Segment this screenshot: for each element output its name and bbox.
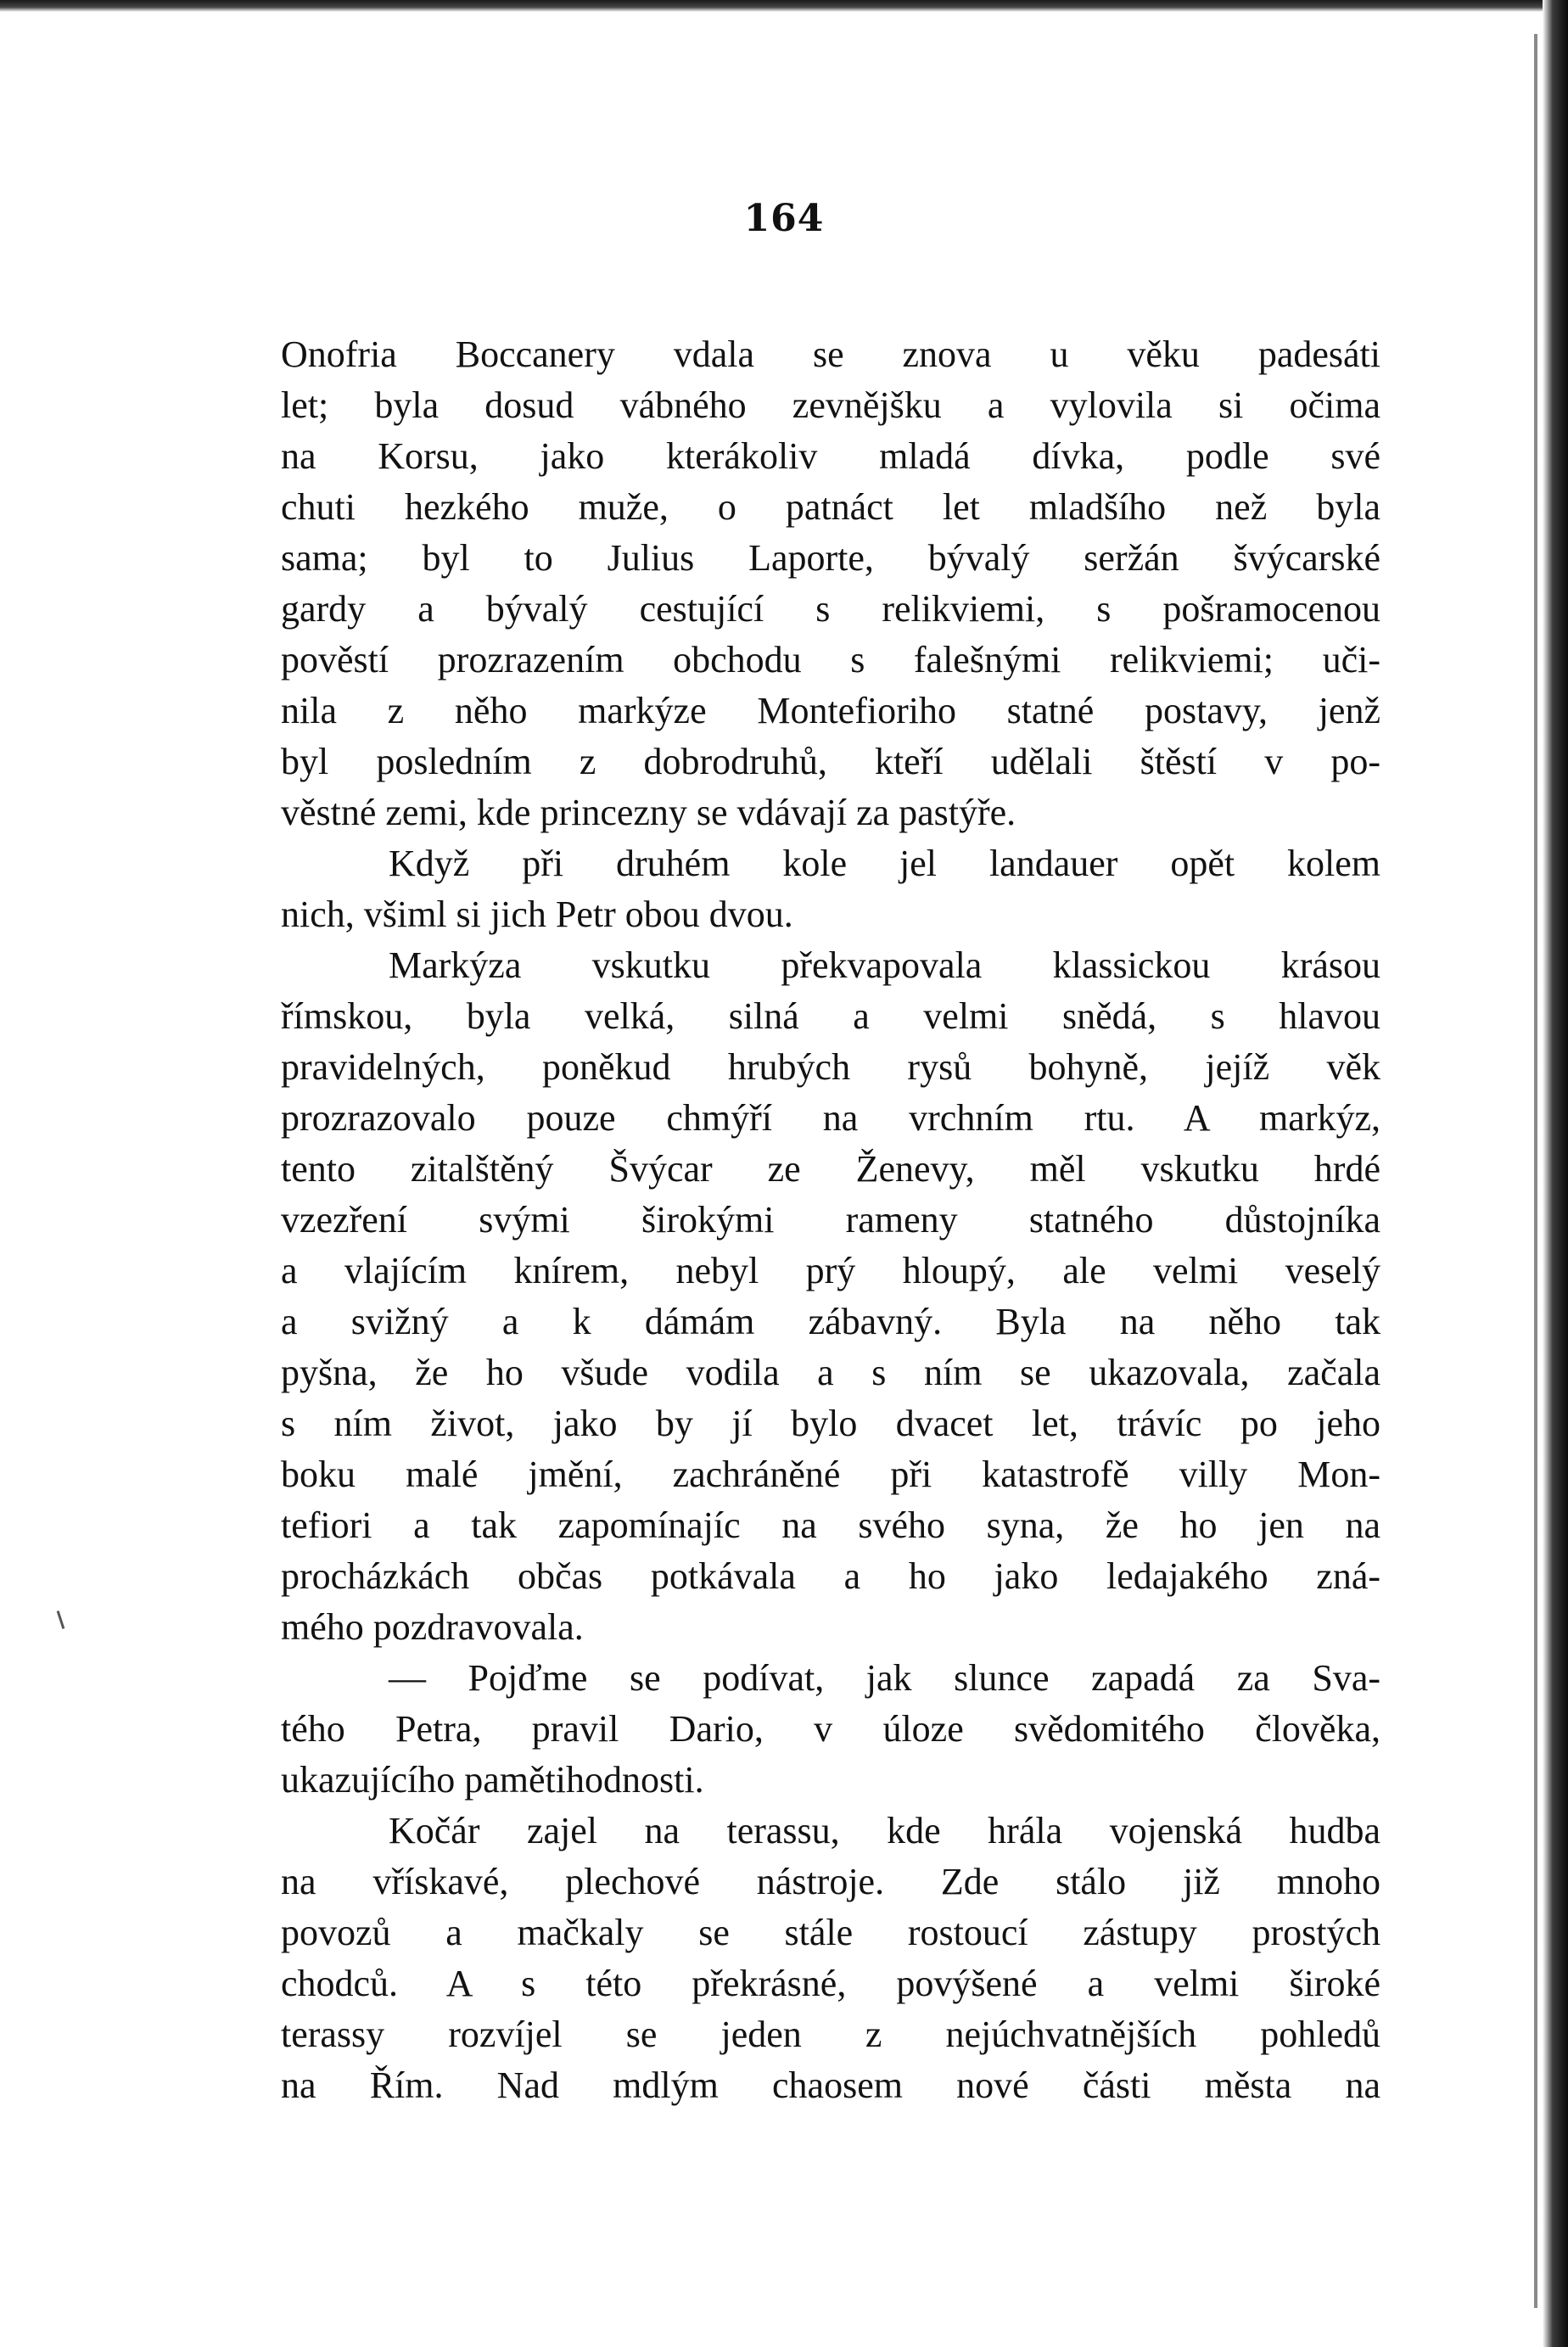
text-line: gardy a bývalý cestující s relikviemi, s pošramocenou xyxy=(281,588,1380,630)
text-line: tefiori a tak zapomínajíc na svého syna, že ho jen na xyxy=(281,1504,1380,1546)
text-line: pověstí prozrazením obchodu s falešnými relikviemi; uči- xyxy=(281,639,1380,681)
text-line: — Pojďme se podívat, jak slunce zapadá za Sva- xyxy=(389,1657,1380,1699)
text-line: nich, všiml si jich Petr obou dvou. xyxy=(281,893,793,935)
text-line: boku malé jmění, zachráněné při katastrofě villy Mon- xyxy=(281,1454,1380,1495)
text-line: tento zitalštěný Švýcar ze Ženevy, měl vskutku hrdé xyxy=(281,1148,1380,1190)
scan-right-shadow xyxy=(1534,34,1537,2308)
text-line: vzezření svými širokými rameny statného důstojníka xyxy=(281,1199,1380,1241)
scan-top-edge xyxy=(0,0,1568,12)
text-line: procházkách občas potkávala a ho jako ledajakého zná- xyxy=(281,1555,1380,1597)
text-line: na Korsu, jako kterákoliv mladá dívka, podle své xyxy=(281,435,1380,477)
text-line: sama; byl to Julius Laporte, bývalý seržán švýcarské xyxy=(281,537,1380,579)
text-line: povozů a mačkaly se stále rostoucí zástupy prostých xyxy=(281,1912,1380,1953)
text-line: ukazujícího pamětihodnosti. xyxy=(281,1759,704,1801)
text-line: Markýza vskutku překvapovala klassickou krásou xyxy=(389,944,1380,986)
text-line: římskou, byla velká, silná a velmi snědá, s hlavou xyxy=(281,995,1380,1037)
text-line: Když při druhém kole jel landauer opět kolem xyxy=(389,843,1380,884)
text-line: chodců. A s této překrásné, povýšené a velmi široké xyxy=(281,1963,1380,2004)
text-line: tého Petra, pravil Dario, v úloze svědomitého člověka, xyxy=(281,1708,1380,1750)
text-line: a svižný a k dámám zábavný. Byla na něho tak xyxy=(281,1301,1380,1342)
text-line: s ním život, jako by jí bylo dvacet let, trávíc po jeho xyxy=(281,1403,1380,1444)
page-number: 164 xyxy=(743,197,825,240)
text-line: prozrazovalo pouze chmýří na vrchním rtu. A markýz, xyxy=(281,1097,1380,1139)
text-line: Kočár zajel na terassu, kde hrála vojenská hudba xyxy=(389,1810,1380,1851)
text-line: a vlajícím knírem, nebyl prý hloupý, ale velmi veselý xyxy=(281,1250,1380,1291)
text-line: terassy rozvíjel se jeden z nejúchvatnějších pohledů xyxy=(281,2014,1380,2055)
text-line: na vřískavé, plechové nástroje. Zde stálo již mnoho xyxy=(281,1861,1380,1902)
text-line: pyšna, že ho všude vodila a s ním se ukazovala, začala xyxy=(281,1352,1380,1393)
margin-mark xyxy=(57,1610,65,1629)
text-line: pravidelných, poněkud hrubých rysů bohyně, jejíž věk xyxy=(281,1046,1380,1088)
text-line: na Řím. Nad mdlým chaosem nové části města na xyxy=(281,2064,1380,2106)
text-line: mého pozdravovala. xyxy=(281,1606,584,1648)
text-line: věstné zemi, kde princezny se vdávají za pastýře. xyxy=(281,792,1016,833)
text-line: byl posledním z dobrodruhů, kteří udělali štěstí v po- xyxy=(281,741,1380,782)
body-text xyxy=(281,329,1380,2111)
text-line: chuti hezkého muže, o patnáct let mladšího než byla xyxy=(281,486,1380,528)
text-line: let; byla dosud vábného zevnějšku a vylovila si očima xyxy=(281,384,1380,426)
text-line: Onofria Boccanery vdala se znova u věku padesáti xyxy=(281,333,1380,375)
scan-right-edge xyxy=(1543,0,1568,2347)
text-line: nila z něho markýze Montefioriho statné postavy, jenž xyxy=(281,690,1380,731)
